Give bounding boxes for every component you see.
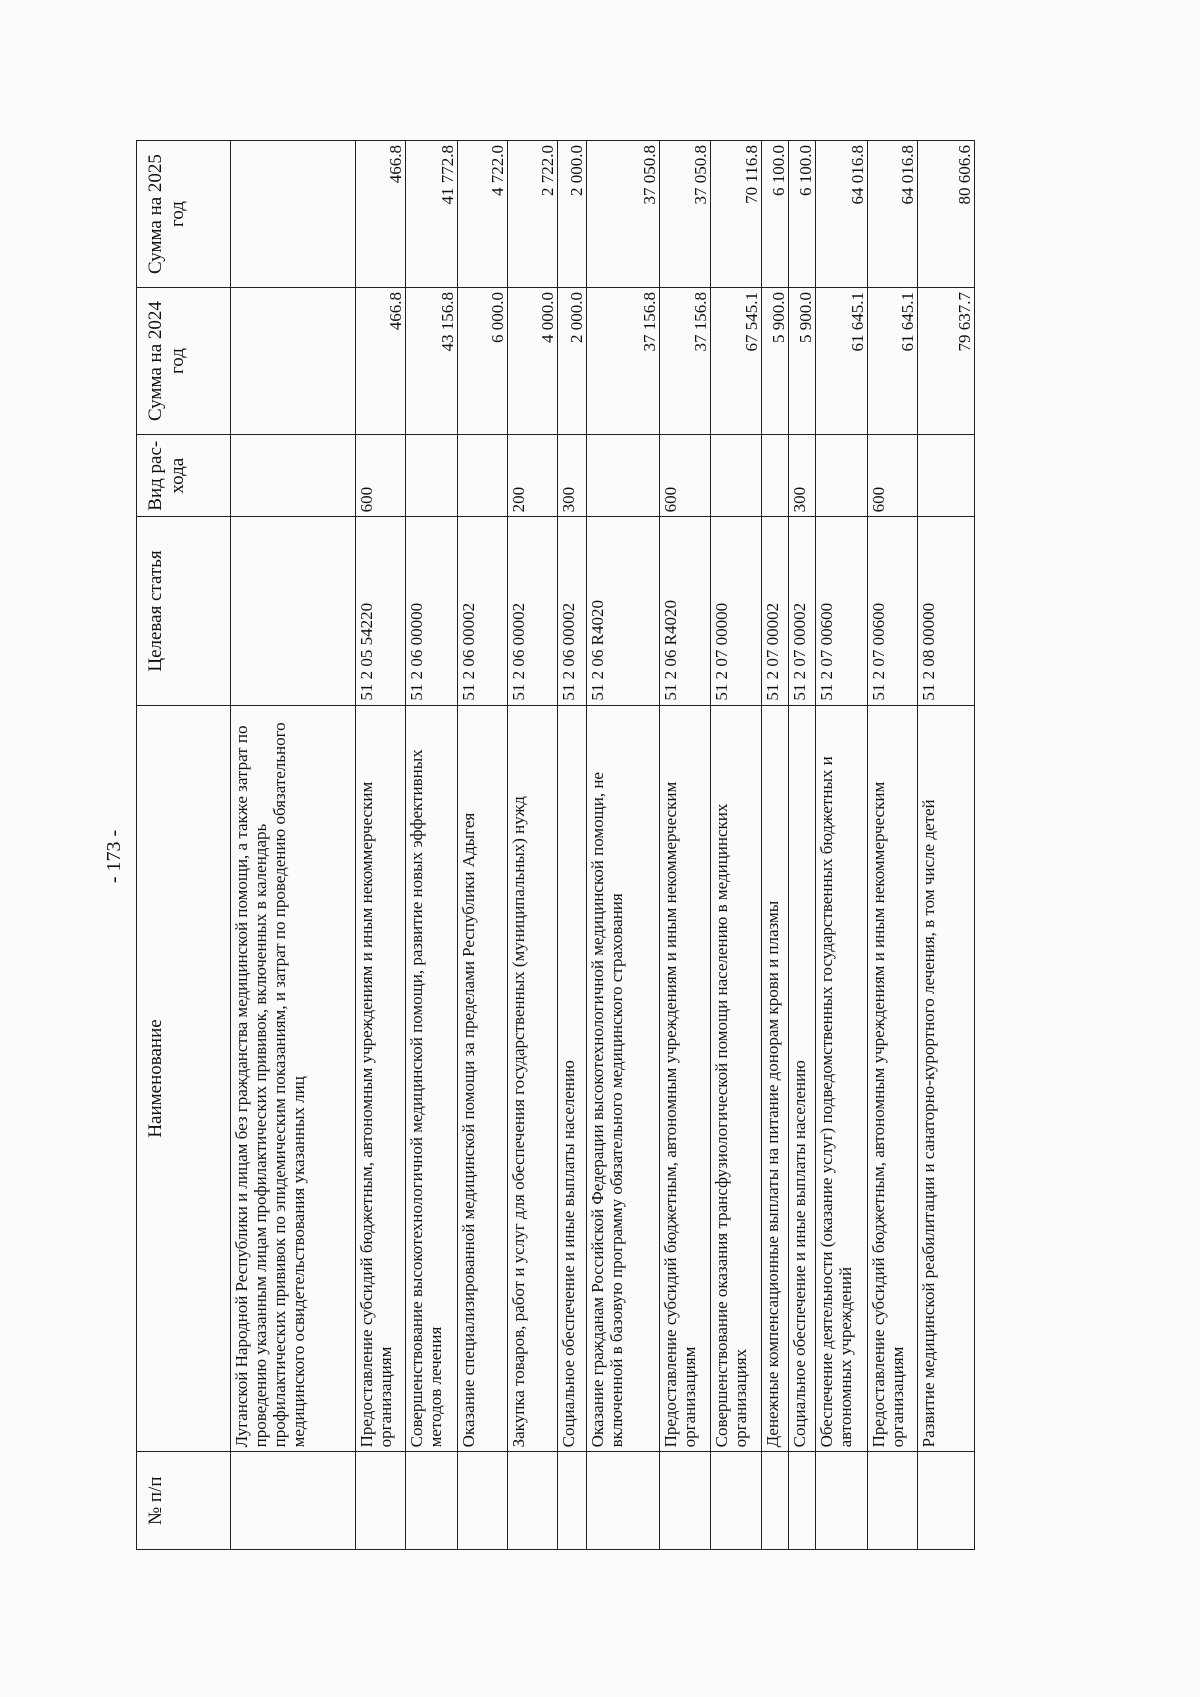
table-row bbox=[711, 141, 762, 1550]
row-sum-2025: 2 722.0 bbox=[508, 141, 558, 288]
row-sum-2024: 466.8 bbox=[356, 288, 406, 435]
row-sum-2024 bbox=[231, 288, 356, 435]
row-name: Совершенствование оказания трансфузиологической помощи населению в медицинских организациях bbox=[711, 705, 762, 1452]
row-sum-2025: 6 100.0 bbox=[762, 141, 789, 288]
header-type: Вид рас-хода bbox=[137, 435, 231, 517]
row-number bbox=[789, 1452, 816, 1550]
row-sum-2024: 43 156.8 bbox=[406, 288, 458, 435]
row-name: Обеспечение деятельности (оказание услуг) подведомственных государственных бюджетных и автономных учреждений bbox=[816, 705, 868, 1452]
table-header bbox=[137, 141, 231, 1550]
row-code: 51 2 07 00000 bbox=[711, 517, 762, 705]
row-name: Оказание гражданам Российской Федерации высокотехнологичной медицинской помощи, не включенной в базовую программу обязательного медицинского страхования bbox=[587, 705, 660, 1452]
row-number bbox=[660, 1452, 711, 1550]
table-row bbox=[231, 141, 356, 1550]
row-sum-2025: 466.8 bbox=[356, 141, 406, 288]
row-code: 51 2 08 00000 bbox=[918, 517, 975, 705]
row-number bbox=[868, 1452, 918, 1550]
header-num: № п/п bbox=[137, 1452, 231, 1550]
row-sum-2024: 61 645.1 bbox=[868, 288, 918, 435]
row-sum-2024: 4 000.0 bbox=[508, 288, 558, 435]
row-sum-2025 bbox=[231, 141, 356, 288]
table-row bbox=[587, 141, 660, 1550]
row-sum-2024: 6 000.0 bbox=[458, 288, 508, 435]
row-name: Оказание специализированной медицинской помощи за пределами Республики Адыгея bbox=[458, 705, 508, 1452]
row-sum-2025: 80 606.6 bbox=[918, 141, 975, 288]
table-row bbox=[660, 141, 711, 1550]
row-sum-2025: 41 772.8 bbox=[406, 141, 458, 288]
row-type: 600 bbox=[660, 435, 711, 517]
row-sum-2025: 6 100.0 bbox=[789, 141, 816, 288]
row-code: 51 2 07 00600 bbox=[816, 517, 868, 705]
row-number bbox=[356, 1452, 406, 1550]
row-type: 600 bbox=[868, 435, 918, 517]
budget-table bbox=[136, 140, 975, 1550]
row-name: Социальное обеспечение и иные выплаты населению bbox=[558, 705, 587, 1452]
row-type: 300 bbox=[558, 435, 587, 517]
row-sum-2024: 61 645.1 bbox=[816, 288, 868, 435]
row-code: 51 2 07 00600 bbox=[868, 517, 918, 705]
page-number: - 173 - bbox=[103, 829, 126, 884]
row-number bbox=[508, 1452, 558, 1550]
header-code: Целевая статья bbox=[137, 517, 231, 705]
table-row bbox=[868, 141, 918, 1550]
table-row bbox=[816, 141, 868, 1550]
row-type: 200 bbox=[508, 435, 558, 517]
row-code: 51 2 06 00000 bbox=[406, 517, 458, 705]
row-number bbox=[406, 1452, 458, 1550]
table-row bbox=[762, 141, 789, 1550]
row-sum-2024: 5 900.0 bbox=[789, 288, 816, 435]
table-row bbox=[558, 141, 587, 1550]
row-type bbox=[458, 435, 508, 517]
row-code: 51 2 06 R4020 bbox=[660, 517, 711, 705]
row-name: Луганской Народной Республики и лицам без гражданства медицинской помощи, а также затрат по проведению указанным лицам профилактических прививок, включенных в календарь профилактических прививок по эпидемическим показаниям, и затрат по проведению обязательного медицинского освидетельствования указанных лиц bbox=[231, 705, 356, 1452]
row-type bbox=[711, 435, 762, 517]
row-sum-2025: 37 050.8 bbox=[587, 141, 660, 288]
table-row bbox=[789, 141, 816, 1550]
row-number bbox=[558, 1452, 587, 1550]
row-name: Закупка товаров, работ и услуг для обеспечения государственных (муниципальных) нужд bbox=[508, 705, 558, 1452]
row-sum-2024: 67 545.1 bbox=[711, 288, 762, 435]
table-row bbox=[508, 141, 558, 1550]
header-name: Наименование bbox=[137, 705, 231, 1452]
row-sum-2025: 64 016.8 bbox=[868, 141, 918, 288]
row-type: 300 bbox=[789, 435, 816, 517]
row-code: 51 2 06 00002 bbox=[508, 517, 558, 705]
table-row bbox=[406, 141, 458, 1550]
row-type bbox=[816, 435, 868, 517]
header-sum-2025: Сумма на 2025 год bbox=[137, 141, 231, 288]
row-number bbox=[918, 1452, 975, 1550]
row-sum-2024: 37 156.8 bbox=[660, 288, 711, 435]
header-sum-2024: Сумма на 2024 год bbox=[137, 288, 231, 435]
row-type: 600 bbox=[356, 435, 406, 517]
row-name: Развитие медицинской реабилитации и санаторно-курортного лечения, в том числе детей bbox=[918, 705, 975, 1452]
row-type bbox=[231, 435, 356, 517]
row-code bbox=[231, 517, 356, 705]
row-sum-2024: 79 637.7 bbox=[918, 288, 975, 435]
row-code: 51 2 07 00002 bbox=[762, 517, 789, 705]
row-number bbox=[587, 1452, 660, 1550]
row-sum-2024: 5 900.0 bbox=[762, 288, 789, 435]
row-code: 51 2 05 54220 bbox=[356, 517, 406, 705]
row-number bbox=[711, 1452, 762, 1550]
row-number bbox=[816, 1452, 868, 1550]
row-type bbox=[918, 435, 975, 517]
table-row bbox=[356, 141, 406, 1550]
budget-table-rotated bbox=[136, 140, 974, 1550]
row-sum-2025: 2 000.0 bbox=[558, 141, 587, 288]
row-sum-2025: 70 116.8 bbox=[711, 141, 762, 288]
row-name: Предоставление субсидий бюджетным, автономным учреждениям и иным некоммерческим организациям bbox=[356, 705, 406, 1452]
row-code: 51 2 06 00002 bbox=[558, 517, 587, 705]
row-name: Предоставление субсидий бюджетным, автономным учреждениям и иным некоммерческим организациям bbox=[868, 705, 918, 1452]
row-type bbox=[406, 435, 458, 517]
table-row bbox=[918, 141, 975, 1550]
table-row bbox=[458, 141, 508, 1550]
row-sum-2025: 37 050.8 bbox=[660, 141, 711, 288]
table-body bbox=[231, 141, 975, 1550]
row-number bbox=[762, 1452, 789, 1550]
row-sum-2025: 4 722.0 bbox=[458, 141, 508, 288]
row-sum-2024: 2 000.0 bbox=[558, 288, 587, 435]
row-code: 51 2 06 00002 bbox=[458, 517, 508, 705]
row-type bbox=[587, 435, 660, 517]
row-code: 51 2 06 R4020 bbox=[587, 517, 660, 705]
row-number bbox=[231, 1452, 356, 1550]
row-number bbox=[458, 1452, 508, 1550]
row-code: 51 2 07 00002 bbox=[789, 517, 816, 705]
row-name: Предоставление субсидий бюджетным, автономным учреждениям и иным некоммерческим организациям bbox=[660, 705, 711, 1452]
row-sum-2024: 37 156.8 bbox=[587, 288, 660, 435]
row-name: Социальное обеспечение и иные выплаты населению bbox=[789, 705, 816, 1452]
row-type bbox=[762, 435, 789, 517]
row-sum-2025: 64 016.8 bbox=[816, 141, 868, 288]
row-name: Совершенствование высокотехнологичной медицинской помощи, развитие новых эффективных методов лечения bbox=[406, 705, 458, 1452]
row-name: Денежные компенсационные выплаты на питание донорам крови и плазмы bbox=[762, 705, 789, 1452]
